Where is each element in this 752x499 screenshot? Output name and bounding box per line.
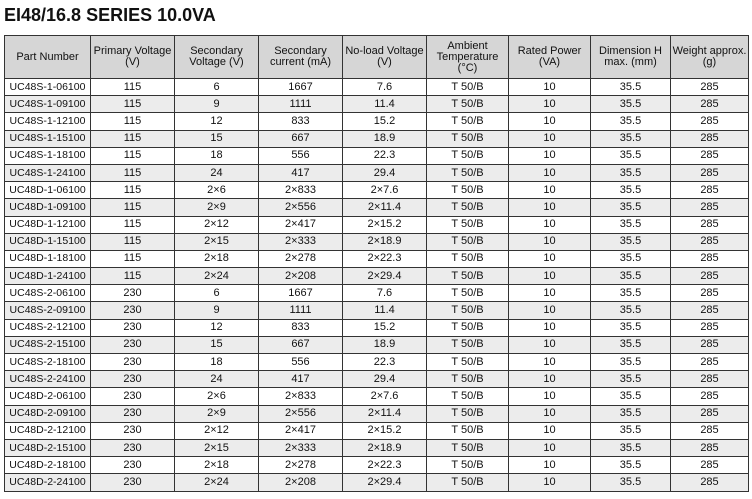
cell-rated-power: 10 [509, 79, 591, 96]
table-row [5, 371, 749, 388]
cell-secondary-voltage: 12 [175, 319, 259, 336]
cell-ambient-temperature: T 50/B [427, 422, 509, 439]
cell-secondary-current: 1111 [259, 302, 343, 319]
cell-dimension: 35.5 [591, 268, 671, 285]
cell-no-load-voltage: 2×22.3 [343, 457, 427, 474]
cell-weight: 285 [671, 164, 749, 181]
cell-rated-power: 10 [509, 147, 591, 164]
cell-rated-power: 10 [509, 439, 591, 456]
cell-secondary-voltage: 2×18 [175, 250, 259, 267]
cell-secondary-current: 2×278 [259, 250, 343, 267]
cell-no-load-voltage: 11.4 [343, 96, 427, 113]
cell-weight: 285 [671, 405, 749, 422]
cell-part-number: UC48S-2-15100 [5, 336, 91, 353]
cell-secondary-current: 417 [259, 164, 343, 181]
cell-part-number: UC48S-1-18100 [5, 147, 91, 164]
cell-secondary-voltage: 2×15 [175, 233, 259, 250]
cell-ambient-temperature: T 50/B [427, 96, 509, 113]
table-row [5, 164, 749, 181]
cell-weight: 285 [671, 233, 749, 250]
cell-ambient-temperature: T 50/B [427, 79, 509, 96]
table-row [5, 336, 749, 353]
cell-secondary-current: 833 [259, 319, 343, 336]
cell-dimension: 35.5 [591, 250, 671, 267]
cell-no-load-voltage: 2×7.6 [343, 388, 427, 405]
cell-dimension: 35.5 [591, 79, 671, 96]
cell-no-load-voltage: 2×11.4 [343, 405, 427, 422]
cell-secondary-current: 2×556 [259, 199, 343, 216]
cell-ambient-temperature: T 50/B [427, 113, 509, 130]
cell-weight: 285 [671, 182, 749, 199]
cell-rated-power: 10 [509, 113, 591, 130]
page-title: EI48/16.8 SERIES 10.0VA [4, 5, 216, 25]
cell-dimension: 35.5 [591, 182, 671, 199]
cell-no-load-voltage: 2×29.4 [343, 268, 427, 285]
cell-weight: 285 [671, 302, 749, 319]
spec-table [4, 35, 749, 492]
cell-weight: 285 [671, 371, 749, 388]
cell-primary-voltage: 230 [91, 457, 175, 474]
cell-secondary-current: 2×833 [259, 388, 343, 405]
cell-secondary-current: 556 [259, 354, 343, 371]
cell-secondary-voltage: 2×9 [175, 199, 259, 216]
cell-secondary-voltage: 9 [175, 302, 259, 319]
cell-secondary-voltage: 2×12 [175, 216, 259, 233]
cell-weight: 285 [671, 388, 749, 405]
cell-part-number: UC48S-2-24100 [5, 371, 91, 388]
cell-primary-voltage: 230 [91, 285, 175, 302]
cell-dimension: 35.5 [591, 233, 671, 250]
cell-no-load-voltage: 2×7.6 [343, 182, 427, 199]
cell-part-number: UC48S-2-18100 [5, 354, 91, 371]
cell-ambient-temperature: T 50/B [427, 199, 509, 216]
table-row [5, 388, 749, 405]
cell-part-number: UC48S-1-09100 [5, 96, 91, 113]
table-row [5, 457, 749, 474]
cell-ambient-temperature: T 50/B [427, 354, 509, 371]
table-row [5, 302, 749, 319]
cell-secondary-voltage: 2×6 [175, 388, 259, 405]
cell-rated-power: 10 [509, 371, 591, 388]
cell-part-number: UC48S-2-06100 [5, 285, 91, 302]
cell-dimension: 35.5 [591, 147, 671, 164]
cell-rated-power: 10 [509, 233, 591, 250]
cell-secondary-voltage: 15 [175, 336, 259, 353]
cell-primary-voltage: 230 [91, 302, 175, 319]
cell-ambient-temperature: T 50/B [427, 233, 509, 250]
cell-no-load-voltage: 2×11.4 [343, 199, 427, 216]
cell-secondary-voltage: 15 [175, 130, 259, 147]
cell-weight: 285 [671, 250, 749, 267]
cell-primary-voltage: 115 [91, 147, 175, 164]
table-row [5, 233, 749, 250]
cell-secondary-current: 833 [259, 113, 343, 130]
cell-rated-power: 10 [509, 216, 591, 233]
table-row [5, 79, 749, 96]
table-row [5, 130, 749, 147]
cell-primary-voltage: 230 [91, 422, 175, 439]
cell-primary-voltage: 115 [91, 268, 175, 285]
cell-secondary-current: 2×208 [259, 268, 343, 285]
cell-secondary-current: 1667 [259, 79, 343, 96]
cell-no-load-voltage: 18.9 [343, 130, 427, 147]
cell-dimension: 35.5 [591, 457, 671, 474]
table-row [5, 113, 749, 130]
cell-rated-power: 10 [509, 164, 591, 181]
cell-rated-power: 10 [509, 268, 591, 285]
header-rated-power: Rated Power (VA) [509, 36, 591, 79]
header-secondary-current: Secondary current (mA) [259, 36, 343, 79]
cell-primary-voltage: 230 [91, 388, 175, 405]
cell-dimension: 35.5 [591, 302, 671, 319]
cell-primary-voltage: 230 [91, 405, 175, 422]
cell-dimension: 35.5 [591, 354, 671, 371]
cell-secondary-current: 1667 [259, 285, 343, 302]
cell-rated-power: 10 [509, 319, 591, 336]
cell-no-load-voltage: 2×15.2 [343, 216, 427, 233]
cell-secondary-current: 2×417 [259, 216, 343, 233]
cell-secondary-voltage: 12 [175, 113, 259, 130]
cell-primary-voltage: 115 [91, 250, 175, 267]
cell-secondary-voltage: 2×9 [175, 405, 259, 422]
cell-ambient-temperature: T 50/B [427, 130, 509, 147]
cell-secondary-current: 2×333 [259, 439, 343, 456]
cell-no-load-voltage: 29.4 [343, 164, 427, 181]
table-row [5, 474, 749, 491]
cell-part-number: UC48D-2-09100 [5, 405, 91, 422]
header-secondary-voltage: Secondary Voltage (V) [175, 36, 259, 79]
cell-rated-power: 10 [509, 130, 591, 147]
table-row [5, 216, 749, 233]
cell-rated-power: 10 [509, 474, 591, 491]
cell-primary-voltage: 115 [91, 233, 175, 250]
header-dimension: Dimension H max. (mm) [591, 36, 671, 79]
cell-no-load-voltage: 2×29.4 [343, 474, 427, 491]
cell-ambient-temperature: T 50/B [427, 285, 509, 302]
cell-rated-power: 10 [509, 96, 591, 113]
cell-secondary-voltage: 6 [175, 285, 259, 302]
table-row [5, 405, 749, 422]
cell-primary-voltage: 230 [91, 371, 175, 388]
cell-no-load-voltage: 7.6 [343, 79, 427, 96]
cell-part-number: UC48D-2-18100 [5, 457, 91, 474]
cell-ambient-temperature: T 50/B [427, 250, 509, 267]
cell-secondary-voltage: 9 [175, 96, 259, 113]
cell-part-number: UC48S-1-15100 [5, 130, 91, 147]
cell-rated-power: 10 [509, 405, 591, 422]
table-row [5, 422, 749, 439]
cell-rated-power: 10 [509, 422, 591, 439]
cell-no-load-voltage: 2×22.3 [343, 250, 427, 267]
cell-ambient-temperature: T 50/B [427, 302, 509, 319]
table-row [5, 268, 749, 285]
cell-secondary-voltage: 2×12 [175, 422, 259, 439]
table-body [5, 79, 749, 492]
table-row [5, 250, 749, 267]
cell-ambient-temperature: T 50/B [427, 388, 509, 405]
cell-dimension: 35.5 [591, 319, 671, 336]
cell-no-load-voltage: 22.3 [343, 354, 427, 371]
cell-ambient-temperature: T 50/B [427, 164, 509, 181]
cell-secondary-voltage: 18 [175, 354, 259, 371]
cell-primary-voltage: 115 [91, 199, 175, 216]
cell-primary-voltage: 115 [91, 164, 175, 181]
cell-secondary-voltage: 18 [175, 147, 259, 164]
cell-part-number: UC48D-1-12100 [5, 216, 91, 233]
cell-part-number: UC48S-2-09100 [5, 302, 91, 319]
cell-secondary-voltage: 2×24 [175, 474, 259, 491]
cell-part-number: UC48D-1-24100 [5, 268, 91, 285]
cell-ambient-temperature: T 50/B [427, 216, 509, 233]
cell-no-load-voltage: 2×15.2 [343, 422, 427, 439]
header-ambient-temperature: Ambient Temperature (°C) [427, 36, 509, 79]
cell-weight: 285 [671, 130, 749, 147]
cell-primary-voltage: 115 [91, 79, 175, 96]
cell-ambient-temperature: T 50/B [427, 319, 509, 336]
cell-no-load-voltage: 18.9 [343, 336, 427, 353]
cell-part-number: UC48D-1-06100 [5, 182, 91, 199]
cell-primary-voltage: 230 [91, 439, 175, 456]
cell-dimension: 35.5 [591, 113, 671, 130]
cell-weight: 285 [671, 79, 749, 96]
table-row [5, 182, 749, 199]
cell-primary-voltage: 115 [91, 113, 175, 130]
cell-secondary-voltage: 24 [175, 371, 259, 388]
cell-weight: 285 [671, 268, 749, 285]
cell-ambient-temperature: T 50/B [427, 336, 509, 353]
cell-ambient-temperature: T 50/B [427, 182, 509, 199]
cell-ambient-temperature: T 50/B [427, 457, 509, 474]
cell-rated-power: 10 [509, 199, 591, 216]
cell-weight: 285 [671, 285, 749, 302]
cell-part-number: UC48D-1-15100 [5, 233, 91, 250]
cell-rated-power: 10 [509, 250, 591, 267]
cell-dimension: 35.5 [591, 422, 671, 439]
cell-dimension: 35.5 [591, 388, 671, 405]
cell-part-number: UC48D-1-09100 [5, 199, 91, 216]
table-row [5, 199, 749, 216]
cell-rated-power: 10 [509, 302, 591, 319]
header-primary-voltage: Primary Voltage (V) [91, 36, 175, 79]
cell-secondary-current: 2×417 [259, 422, 343, 439]
cell-part-number: UC48D-2-24100 [5, 474, 91, 491]
cell-no-load-voltage: 22.3 [343, 147, 427, 164]
cell-weight: 285 [671, 474, 749, 491]
cell-weight: 285 [671, 319, 749, 336]
cell-secondary-current: 2×208 [259, 474, 343, 491]
cell-primary-voltage: 115 [91, 96, 175, 113]
cell-secondary-current: 667 [259, 336, 343, 353]
cell-dimension: 35.5 [591, 216, 671, 233]
cell-no-load-voltage: 7.6 [343, 285, 427, 302]
cell-secondary-current: 417 [259, 371, 343, 388]
cell-rated-power: 10 [509, 285, 591, 302]
cell-secondary-voltage: 2×6 [175, 182, 259, 199]
cell-no-load-voltage: 2×18.9 [343, 439, 427, 456]
cell-part-number: UC48D-2-06100 [5, 388, 91, 405]
cell-no-load-voltage: 15.2 [343, 319, 427, 336]
header-weight: Weight approx. (g) [671, 36, 749, 79]
cell-weight: 285 [671, 147, 749, 164]
cell-rated-power: 10 [509, 182, 591, 199]
cell-secondary-voltage: 2×18 [175, 457, 259, 474]
table-row [5, 319, 749, 336]
cell-primary-voltage: 115 [91, 130, 175, 147]
cell-dimension: 35.5 [591, 371, 671, 388]
cell-primary-voltage: 230 [91, 354, 175, 371]
cell-primary-voltage: 230 [91, 474, 175, 491]
cell-secondary-current: 2×833 [259, 182, 343, 199]
table-row [5, 354, 749, 371]
cell-ambient-temperature: T 50/B [427, 371, 509, 388]
cell-no-load-voltage: 29.4 [343, 371, 427, 388]
cell-dimension: 35.5 [591, 96, 671, 113]
cell-weight: 285 [671, 216, 749, 233]
cell-secondary-current: 1111 [259, 96, 343, 113]
cell-primary-voltage: 115 [91, 216, 175, 233]
cell-dimension: 35.5 [591, 405, 671, 422]
cell-secondary-voltage: 2×15 [175, 439, 259, 456]
cell-secondary-current: 2×333 [259, 233, 343, 250]
cell-secondary-voltage: 24 [175, 164, 259, 181]
cell-weight: 285 [671, 336, 749, 353]
cell-dimension: 35.5 [591, 474, 671, 491]
cell-weight: 285 [671, 422, 749, 439]
cell-primary-voltage: 115 [91, 182, 175, 199]
cell-dimension: 35.5 [591, 130, 671, 147]
header-part-number: Part Number [5, 36, 91, 79]
cell-secondary-voltage: 6 [175, 79, 259, 96]
cell-part-number: UC48S-1-12100 [5, 113, 91, 130]
cell-rated-power: 10 [509, 354, 591, 371]
cell-part-number: UC48S-1-06100 [5, 79, 91, 96]
table-row [5, 147, 749, 164]
cell-primary-voltage: 230 [91, 319, 175, 336]
cell-dimension: 35.5 [591, 439, 671, 456]
cell-dimension: 35.5 [591, 285, 671, 302]
cell-primary-voltage: 230 [91, 336, 175, 353]
cell-secondary-current: 2×556 [259, 405, 343, 422]
table-row [5, 96, 749, 113]
cell-part-number: UC48D-1-18100 [5, 250, 91, 267]
cell-ambient-temperature: T 50/B [427, 405, 509, 422]
cell-weight: 285 [671, 113, 749, 130]
cell-part-number: UC48S-2-12100 [5, 319, 91, 336]
cell-weight: 285 [671, 199, 749, 216]
cell-no-load-voltage: 15.2 [343, 113, 427, 130]
table-row [5, 439, 749, 456]
cell-dimension: 35.5 [591, 336, 671, 353]
cell-rated-power: 10 [509, 336, 591, 353]
cell-rated-power: 10 [509, 388, 591, 405]
cell-ambient-temperature: T 50/B [427, 147, 509, 164]
cell-rated-power: 10 [509, 457, 591, 474]
cell-no-load-voltage: 2×18.9 [343, 233, 427, 250]
table-row [5, 285, 749, 302]
cell-weight: 285 [671, 96, 749, 113]
cell-secondary-current: 556 [259, 147, 343, 164]
table-header-row [5, 36, 749, 79]
cell-dimension: 35.5 [591, 199, 671, 216]
cell-secondary-voltage: 2×24 [175, 268, 259, 285]
cell-part-number: UC48D-2-12100 [5, 422, 91, 439]
cell-ambient-temperature: T 50/B [427, 474, 509, 491]
header-no-load-voltage: No-load Voltage (V) [343, 36, 427, 79]
cell-weight: 285 [671, 457, 749, 474]
cell-no-load-voltage: 11.4 [343, 302, 427, 319]
cell-ambient-temperature: T 50/B [427, 268, 509, 285]
cell-part-number: UC48D-2-15100 [5, 439, 91, 456]
cell-part-number: UC48S-1-24100 [5, 164, 91, 181]
cell-secondary-current: 667 [259, 130, 343, 147]
cell-dimension: 35.5 [591, 164, 671, 181]
cell-secondary-current: 2×278 [259, 457, 343, 474]
cell-ambient-temperature: T 50/B [427, 439, 509, 456]
cell-weight: 285 [671, 439, 749, 456]
cell-weight: 285 [671, 354, 749, 371]
